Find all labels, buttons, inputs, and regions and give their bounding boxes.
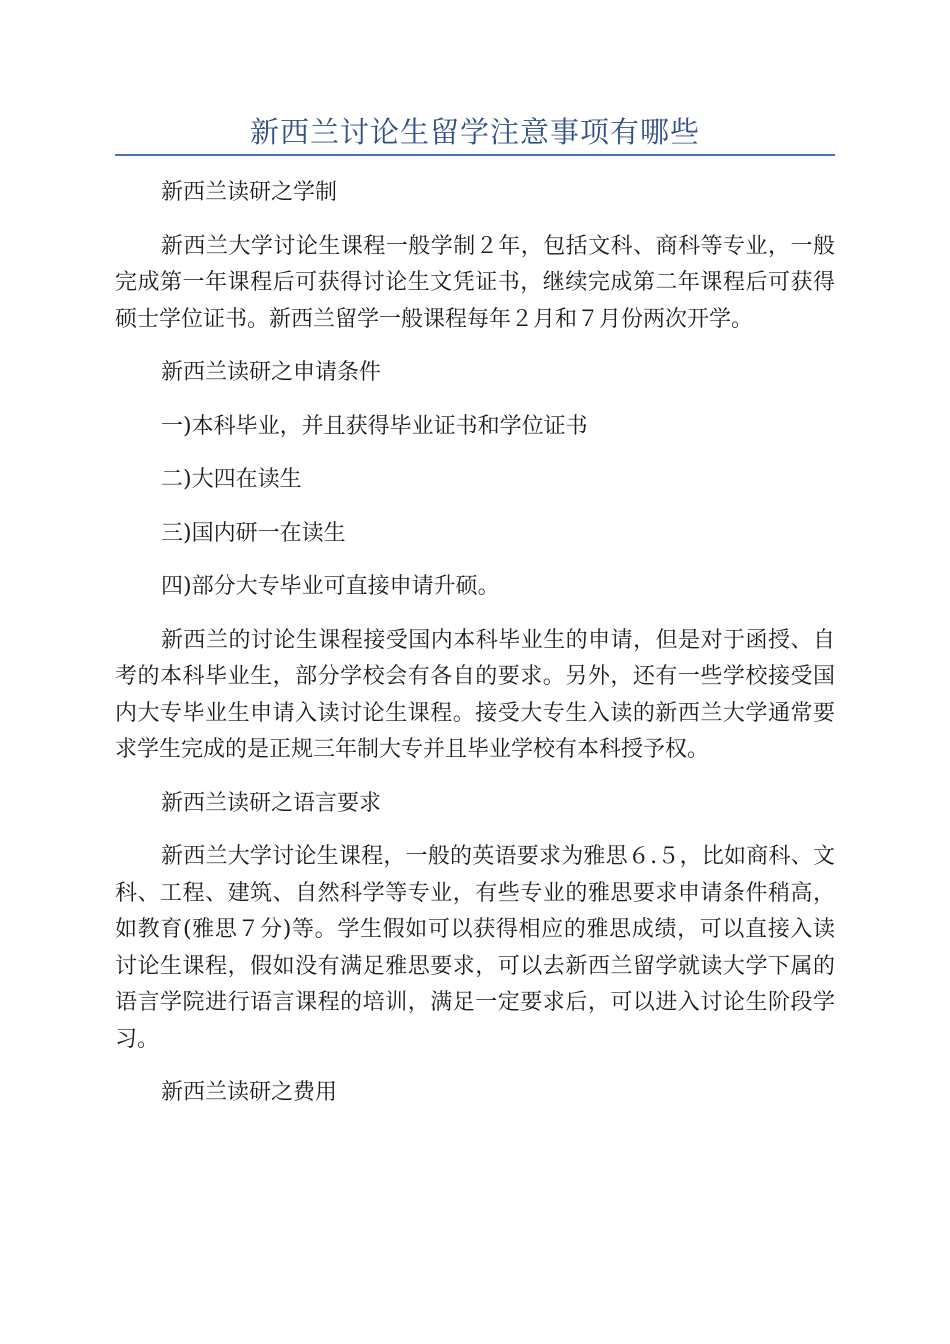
list-item-requirement-2: 二)大四在读生 [161,467,302,492]
document-body [115,175,835,1112]
section-heading-duration: 新西兰读研之学制 [161,180,338,205]
section-heading-language: 新西兰读研之语言要求 [161,790,382,816]
list-item-requirement-4: 四)部分大专毕业可直接申请升硕。 [161,574,500,599]
title-underline [115,154,835,156]
paragraph-language: 新西兰大学讨论生课程，一般的英语要求为雅思６.５，比如商科、文科、工程、建筑、自然科学等专业，有些专业的雅思要求申请条件稍高，如教育(雅思７分)等。学生假如可以获得相应的雅思成绩，可以直接入读讨论生课程，假如没有满足雅思要求，可以去新西兰留学就读大学下属的语言学院进行语言课程的培训，满足一定要求后，可以进入讨论生阶段学习。 [115,844,835,1052]
list-item-requirement-1: 一)本科毕业，并且获得毕业证书和学位证书 [161,413,588,439]
paragraph-requirements-detail: 新西兰的讨论生课程接受国内本科毕业生的申请，但是对于函授、自考的本科毕业生，部分学校会有各自的要求。另外，还有一些学校接受国内大专毕业生申请入读讨论生课程。接受大专生入读的新西兰大学通常要求学生完成的是正规三年制大专并且毕业学校有本科授予权。 [115,627,835,762]
document-title: 新西兰讨论生留学注意事项有哪些 [249,115,700,149]
list-item-requirement-3: 三)国内研一在读生 [161,520,346,546]
section-heading-fees: 新西兰读研之费用 [161,1080,338,1105]
paragraph-duration: 新西兰大学讨论生课程一般学制２年，包括文科、商科等专业，一般完成第一年课程后可获得讨论生文凭证书，继续完成第二年课程后可获得硕士学位证书。新西兰留学一般课程每年２月和７月份两次开学。 [115,233,835,332]
section-heading-requirements: 新西兰读研之申请条件 [161,360,382,385]
